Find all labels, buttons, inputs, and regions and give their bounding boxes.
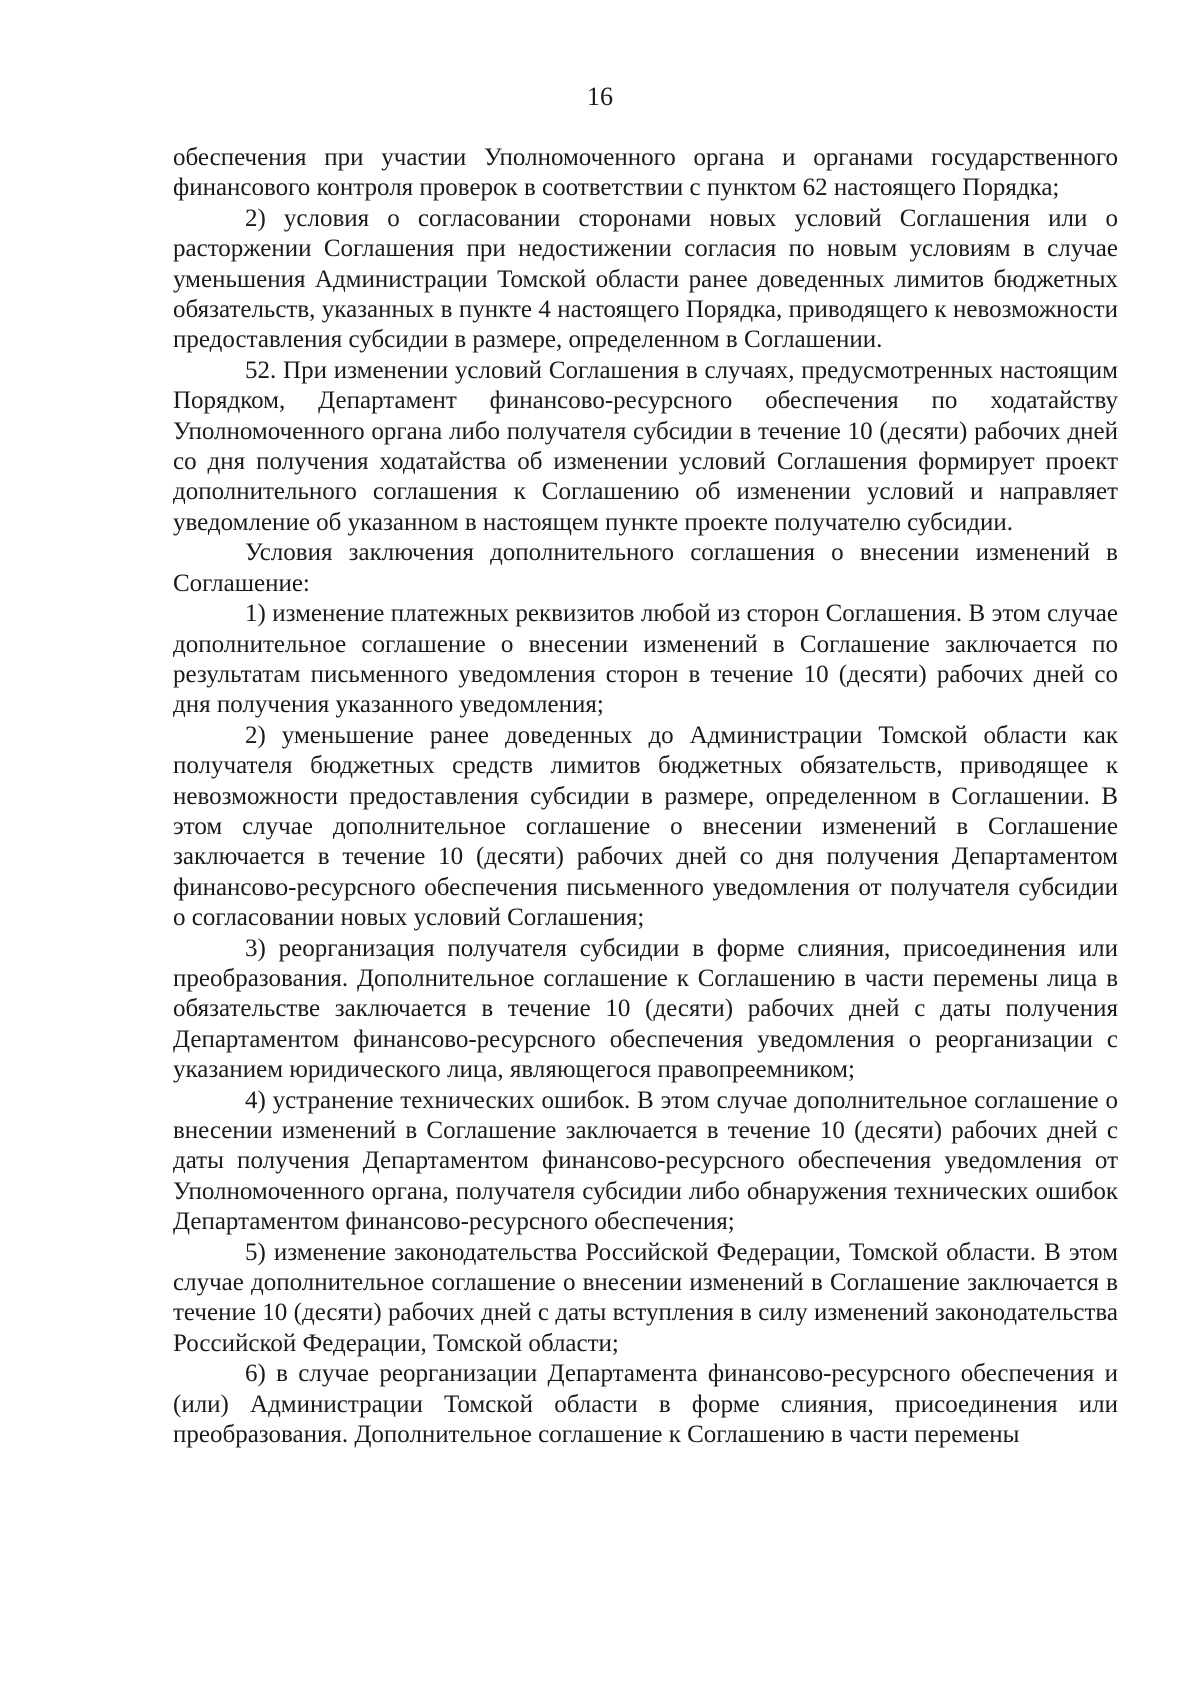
paragraph: 4) устранение технических ошибок. В этом случае дополнительное соглашение о внесении изменений в Соглашение заключается в течение 10 (десяти) рабочих дней с даты получения Департаментом финансово-ресурсного обеспечения уведомления от Уполномоченного органа, получателя субсидии либо обнаружения технических ошибок Департаментом финансово-ресурсного обеспечения; xyxy=(173,1086,1118,1236)
paragraph: обеспечения при участии Уполномоченного органа и органами государственного финансового контроля проверок в соответствии с пунктом 62 настоящего Порядка; xyxy=(173,144,1118,202)
paragraph: 3) реорганизация получателя субсидии в форме слияния, присоединения или преобразования. Дополнительное соглашение к Соглашению в части перемены лица в обязательстве заключается в течение 10 (десяти) рабочих дней с даты получения Департаментом финансово-ресурсного обеспечения уведомления о реорганизации с указанием юридического лица, являющегося правопреемником; xyxy=(173,934,1118,1084)
paragraph: Условия заключения дополнительного соглашения о внесении изменений в Соглашение: xyxy=(173,539,1118,597)
document-body xyxy=(173,143,1118,1450)
paragraph: 2) условия о согласовании сторонами новых условий Соглашения или о расторжении Соглашения при недостижении согласия по новым условиям в случае уменьшения Администрации Томской области ранее доведенных лимитов бюджетных обязательств, указанных в пункте 4 настоящего Порядка, приводящего к невозможности предоставления субсидии в размере, определенном в Соглашении. xyxy=(173,204,1118,354)
paragraph: 6) в случае реорганизации Департамента финансово-ресурсного обеспечения и (или) Администрации Томской области в форме слияния, присоединения или преобразования. Дополнительное соглашение к Соглашению в части перемены xyxy=(173,1360,1118,1449)
paragraph: 1) изменение платежных реквизитов любой из сторон Соглашения. В этом случае дополнительное соглашение о внесении изменений в Соглашение заключается по результатам письменного уведомления сторон в течение 10 (десяти) рабочих дней со дня получения указанного уведомления; xyxy=(173,600,1118,719)
paragraph: 5) изменение законодательства Российской Федерации, Томской области. В этом случае дополнительное соглашение о внесении изменений в Соглашение заключается в течение 10 (десяти) рабочих дней с даты вступления в силу изменений законодательства Российской Федерации, Томской области; xyxy=(173,1238,1118,1357)
paragraph: 52. При изменении условий Соглашения в случаях, предусмотренных настоящим Порядком, Департамент финансово-ресурсного обеспечения по ходатайству Уполномоченного органа либо получателя субсидии в течение 10 (десяти) рабочих дней со дня получения ходатайства об изменении условий Соглашения формирует проект дополнительного соглашения к Соглашению об изменении условий и направляет уведомление об указанном в настоящем пункте проекте получателю субсидии. xyxy=(173,356,1118,536)
paragraph: 2) уменьшение ранее доведенных до Администрации Томской области как получателя бюджетных средств лимитов бюджетных обязательств, приводящее к невозможности предоставления субсидии в размере, определенном в Соглашении. В этом случае дополнительное соглашение о внесении изменений в Соглашение заключается в течение 10 (десяти) рабочих дней со дня получения Департаментом финансово-ресурсного обеспечения письменного уведомления от получателя субсидии о согласовании новых условий Соглашения; xyxy=(173,721,1118,932)
page-number: 16 xyxy=(587,82,613,111)
